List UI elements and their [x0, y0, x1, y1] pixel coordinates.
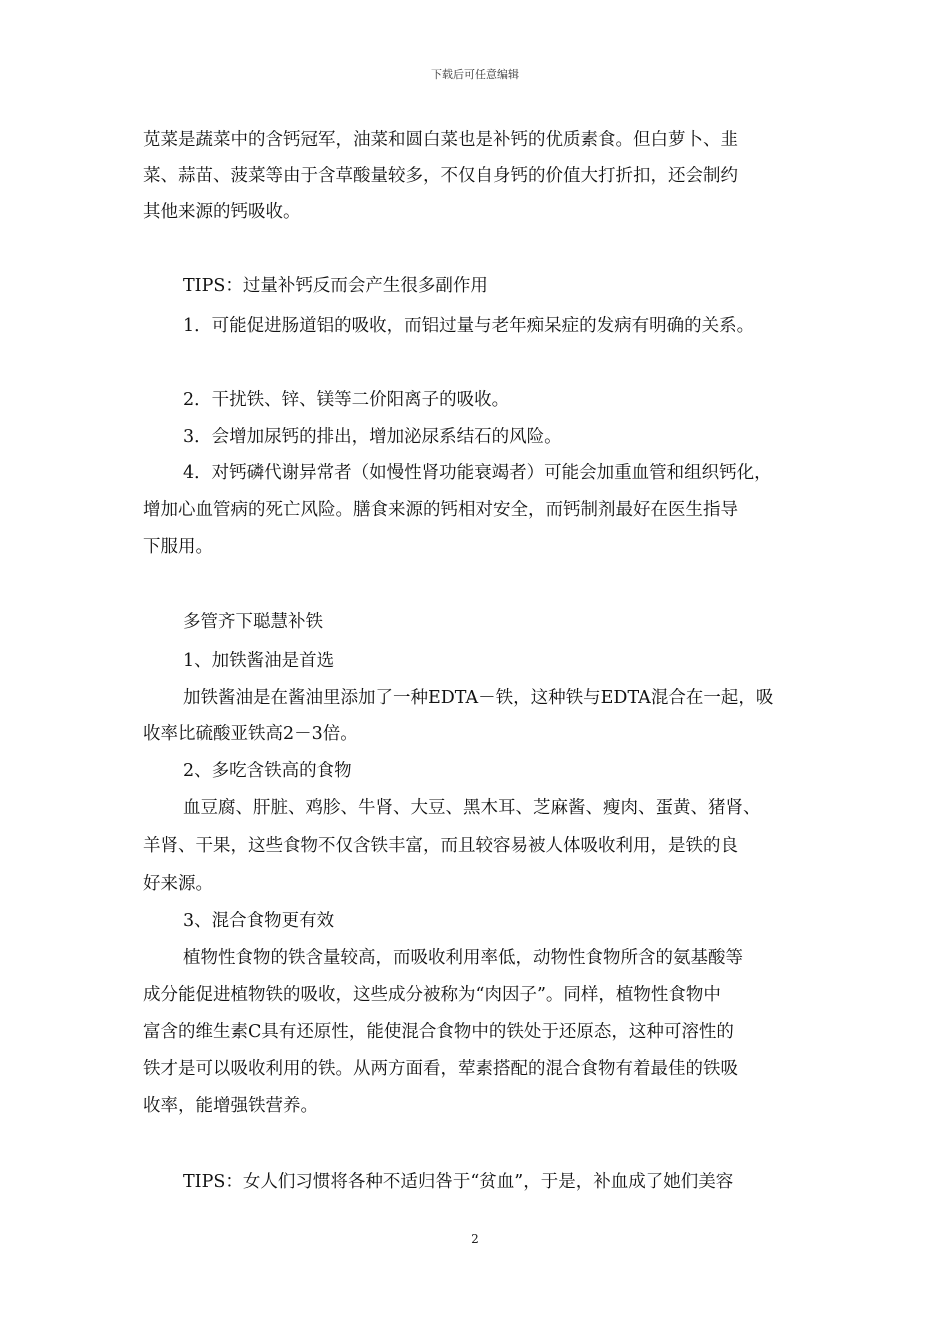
text-line: 收率，能增强铁营养。	[143, 1096, 318, 1116]
subsection-heading: 1、加铁酱油是首选	[183, 651, 335, 671]
tips-heading: TIPS：女人们习惯将各种不适归咎于“贫血”，于是，补血成了她们美容	[183, 1172, 734, 1192]
text-line: 收率比硫酸亚铁高2－3倍。	[143, 724, 358, 744]
text-line: 其他来源的钙吸收。	[143, 202, 301, 222]
list-item: 1．可能促进肠道铝的吸收，而铝过量与老年痴呆症的发病有明确的关系。	[183, 316, 755, 336]
text-line: 增加心血管病的死亡风险。膳食来源的钙相对安全，而钙制剂最好在医生指导	[143, 500, 738, 520]
list-item: 2．干扰铁、锌、镁等二价阳离子的吸收。	[183, 390, 510, 410]
text-line: 菜、蒜苗、菠菜等由于含草酸量较多，不仅自身钙的价值大打折扣，还会制约	[143, 166, 738, 186]
text-line: 铁才是可以吸收利用的铁。从两方面看，荤素搭配的混合食物有着最佳的铁吸	[143, 1059, 738, 1079]
tips-heading: TIPS：过量补钙反而会产生很多副作用	[183, 276, 488, 296]
text-line: 好来源。	[143, 874, 213, 894]
page-header: 下载后可任意编辑	[431, 68, 519, 81]
subsection-heading: 3、混合食物更有效	[183, 911, 335, 931]
page-number: 2	[471, 1232, 479, 1246]
text-line: 下服用。	[143, 537, 213, 557]
text-line: 苋菜是蔬菜中的含钙冠军，油菜和圆白菜也是补钙的优质素食。但白萝卜、韭	[143, 130, 738, 150]
list-item: 4．对钙磷代谢异常者（如慢性肾功能衰竭者）可能会加重血管和组织钙化，	[183, 463, 772, 483]
text-line: 成分能促进植物铁的吸收，这些成分被称为“肉因子”。同样，植物性食物中	[143, 985, 721, 1005]
text-line: 羊肾、干果，这些食物不仅含铁丰富，而且较容易被人体吸收利用，是铁的良	[143, 836, 738, 856]
list-item: 3．会增加尿钙的排出，增加泌尿系结石的风险。	[183, 427, 562, 447]
text-line: 富含的维生素C具有还原性，能使混合食物中的铁处于还原态，这种可溶性的	[143, 1022, 734, 1042]
text-line: 血豆腐、肝脏、鸡胗、牛肾、大豆、黑木耳、芝麻酱、瘦肉、蛋黄、猪肾、	[183, 798, 761, 818]
subsection-heading: 2、多吃含铁高的食物	[183, 761, 352, 781]
text-line: 加铁酱油是在酱油里添加了一种EDTA－铁，这种铁与EDTA混合在一起，吸	[183, 688, 774, 708]
section-heading: 多管齐下聪慧补铁	[183, 612, 323, 632]
text-line: 植物性食物的铁含量较高，而吸收利用率低，动物性食物所含的氨基酸等	[183, 948, 743, 968]
